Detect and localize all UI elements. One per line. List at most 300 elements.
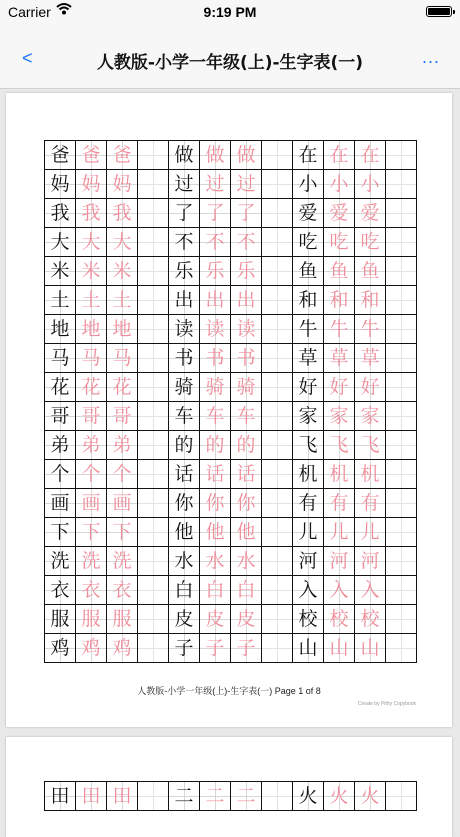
trace-cell	[324, 518, 355, 547]
trace-cell	[355, 286, 386, 315]
trace-glyph: 过	[205, 173, 225, 195]
practice-cell-empty	[138, 431, 169, 460]
trace-glyph: 牛	[360, 318, 380, 340]
character-cell	[293, 576, 324, 605]
trace-cell	[76, 315, 107, 344]
character-glyph: 过	[174, 173, 194, 195]
practice-cell-empty	[386, 228, 417, 257]
practice-cell-empty	[262, 228, 293, 257]
trace-cell	[107, 344, 138, 373]
trace-cell	[231, 344, 262, 373]
trace-cell	[107, 460, 138, 489]
character-cell	[45, 141, 76, 170]
trace-glyph: 鸡	[81, 637, 101, 659]
trace-cell	[107, 170, 138, 199]
character-glyph: 草	[298, 347, 318, 369]
trace-cell	[231, 518, 262, 547]
practice-cell-empty	[138, 489, 169, 518]
trace-glyph: 了	[205, 202, 225, 224]
trace-cell	[324, 605, 355, 634]
trace-cell	[231, 460, 262, 489]
character-cell	[169, 170, 200, 199]
trace-cell	[231, 315, 262, 344]
trace-cell	[76, 518, 107, 547]
trace-glyph: 儿	[329, 521, 349, 543]
character-glyph: 乐	[174, 260, 194, 282]
trace-glyph: 书	[236, 347, 256, 369]
trace-cell	[231, 141, 262, 170]
trace-glyph: 水	[236, 550, 256, 572]
trace-glyph: 骑	[205, 376, 225, 398]
trace-glyph: 火	[329, 785, 349, 807]
trace-glyph: 子	[205, 637, 225, 659]
character-glyph: 鱼	[298, 260, 318, 282]
grid-row	[45, 547, 417, 576]
practice-cell-empty	[386, 286, 417, 315]
trace-glyph: 花	[112, 376, 132, 398]
character-glyph: 弟	[50, 434, 70, 456]
trace-glyph: 他	[205, 521, 225, 543]
trace-glyph: 草	[360, 347, 380, 369]
character-glyph: 小	[298, 173, 318, 195]
trace-cell	[200, 634, 231, 663]
more-button[interactable]: ...	[421, 47, 440, 67]
trace-cell	[231, 402, 262, 431]
trace-cell	[324, 547, 355, 576]
character-cell	[293, 518, 324, 547]
character-cell	[293, 373, 324, 402]
trace-glyph: 不	[236, 231, 256, 253]
character-glyph: 米	[50, 260, 70, 282]
practice-cell-empty	[386, 431, 417, 460]
trace-glyph: 校	[329, 608, 349, 630]
page-title: 人教版-小学一年级(上)-生字表(一)	[96, 53, 364, 73]
trace-cell	[200, 373, 231, 402]
character-glyph: 山	[298, 637, 318, 659]
trace-glyph: 火	[360, 785, 380, 807]
character-glyph: 爸	[50, 144, 70, 166]
trace-glyph: 我	[81, 202, 101, 224]
character-glyph: 地	[50, 318, 70, 340]
trace-glyph: 草	[329, 347, 349, 369]
character-glyph: 的	[174, 434, 194, 456]
character-glyph: 水	[174, 550, 194, 572]
character-glyph: 哥	[50, 405, 70, 427]
trace-glyph: 机	[329, 463, 349, 485]
back-button[interactable]: <	[22, 48, 33, 68]
battery-level	[428, 8, 450, 15]
grid-row	[45, 576, 417, 605]
character-glyph: 家	[298, 405, 318, 427]
character-glyph: 皮	[174, 608, 194, 630]
credit-text: Create by Pithy Copybook	[357, 701, 416, 707]
trace-cell	[324, 286, 355, 315]
character-cell	[169, 489, 200, 518]
trace-glyph: 洗	[81, 550, 101, 572]
character-cell	[169, 199, 200, 228]
practice-cell-empty	[386, 576, 417, 605]
trace-cell	[324, 199, 355, 228]
character-glyph: 鸡	[50, 637, 70, 659]
trace-glyph: 小	[360, 173, 380, 195]
trace-glyph: 话	[236, 463, 256, 485]
character-glyph: 马	[50, 347, 70, 369]
grid-row	[45, 634, 417, 663]
trace-cell	[76, 634, 107, 663]
character-cell	[293, 170, 324, 199]
grid-row	[45, 257, 417, 286]
trace-glyph: 读	[205, 318, 225, 340]
trace-glyph: 我	[112, 202, 132, 224]
trace-glyph: 弟	[81, 434, 101, 456]
practice-cell-empty	[386, 170, 417, 199]
trace-cell	[355, 489, 386, 518]
character-glyph: 土	[50, 289, 70, 311]
practice-cell-empty	[386, 257, 417, 286]
trace-cell	[324, 228, 355, 257]
trace-cell	[355, 141, 386, 170]
trace-glyph: 入	[329, 579, 349, 601]
character-cell	[293, 402, 324, 431]
practice-cell-empty	[386, 199, 417, 228]
trace-glyph: 花	[81, 376, 101, 398]
trace-glyph: 小	[329, 173, 349, 195]
character-grid	[44, 781, 417, 811]
grid-row	[45, 489, 417, 518]
trace-cell	[324, 634, 355, 663]
character-cell	[45, 605, 76, 634]
trace-cell	[324, 141, 355, 170]
character-cell	[169, 782, 200, 811]
trace-glyph: 你	[236, 492, 256, 514]
character-cell	[169, 576, 200, 605]
character-cell	[169, 228, 200, 257]
character-glyph: 和	[298, 289, 318, 311]
character-cell	[169, 257, 200, 286]
practice-cell-empty	[262, 199, 293, 228]
character-glyph: 你	[174, 492, 194, 514]
trace-cell	[231, 547, 262, 576]
trace-glyph: 米	[81, 260, 101, 282]
trace-cell	[200, 460, 231, 489]
trace-glyph: 妈	[81, 173, 101, 195]
trace-glyph: 书	[205, 347, 225, 369]
trace-cell	[107, 605, 138, 634]
trace-glyph: 好	[360, 376, 380, 398]
trace-cell	[76, 460, 107, 489]
trace-glyph: 吃	[329, 231, 349, 253]
trace-glyph: 哥	[112, 405, 132, 427]
trace-cell	[355, 315, 386, 344]
character-glyph: 大	[50, 231, 70, 253]
trace-cell	[76, 489, 107, 518]
trace-cell	[200, 315, 231, 344]
trace-glyph: 山	[360, 637, 380, 659]
trace-glyph: 土	[81, 289, 101, 311]
trace-glyph: 下	[112, 521, 132, 543]
practice-cell-empty	[262, 576, 293, 605]
trace-glyph: 水	[205, 550, 225, 572]
practice-cell-empty	[386, 402, 417, 431]
trace-glyph: 车	[205, 405, 225, 427]
trace-glyph: 个	[112, 463, 132, 485]
character-glyph: 妈	[50, 173, 70, 195]
trace-glyph: 爱	[329, 202, 349, 224]
character-glyph: 了	[174, 202, 194, 224]
character-glyph: 洗	[50, 550, 70, 572]
trace-cell	[324, 489, 355, 518]
character-cell	[45, 782, 76, 811]
practice-cell-empty	[386, 489, 417, 518]
trace-glyph: 土	[112, 289, 132, 311]
trace-cell	[107, 315, 138, 344]
practice-cell-empty	[386, 605, 417, 634]
character-cell	[169, 460, 200, 489]
trace-glyph: 飞	[329, 434, 349, 456]
trace-glyph: 衣	[112, 579, 132, 601]
trace-glyph: 乐	[205, 260, 225, 282]
worksheet-page-1	[6, 93, 452, 727]
trace-cell	[107, 547, 138, 576]
character-cell	[45, 576, 76, 605]
practice-cell-empty	[262, 315, 293, 344]
character-cell	[169, 547, 200, 576]
character-cell	[293, 489, 324, 518]
practice-cell-empty	[262, 141, 293, 170]
character-glyph: 他	[174, 521, 194, 543]
trace-cell	[231, 170, 262, 199]
grid-row	[45, 373, 417, 402]
trace-cell	[231, 257, 262, 286]
trace-glyph: 入	[360, 579, 380, 601]
trace-glyph: 在	[329, 144, 349, 166]
trace-glyph: 马	[81, 347, 101, 369]
character-cell	[293, 286, 324, 315]
character-cell	[169, 373, 200, 402]
trace-cell	[76, 576, 107, 605]
trace-glyph: 家	[360, 405, 380, 427]
trace-cell	[76, 286, 107, 315]
practice-cell-empty	[262, 460, 293, 489]
trace-glyph: 出	[236, 289, 256, 311]
character-cell	[45, 315, 76, 344]
trace-cell	[231, 489, 262, 518]
trace-cell	[324, 576, 355, 605]
character-glyph: 出	[174, 289, 194, 311]
trace-cell	[107, 373, 138, 402]
character-cell	[293, 782, 324, 811]
trace-glyph: 哥	[81, 405, 101, 427]
trace-glyph: 骑	[236, 376, 256, 398]
trace-cell	[107, 634, 138, 663]
trace-cell	[355, 344, 386, 373]
practice-cell-empty	[262, 605, 293, 634]
practice-cell-empty	[262, 344, 293, 373]
trace-glyph: 白	[236, 579, 256, 601]
grid-row	[45, 199, 417, 228]
trace-cell	[231, 373, 262, 402]
trace-cell	[76, 199, 107, 228]
trace-cell	[107, 228, 138, 257]
grid-row	[45, 141, 417, 170]
trace-cell	[107, 489, 138, 518]
character-cell	[169, 431, 200, 460]
practice-cell-empty	[262, 373, 293, 402]
character-cell	[293, 228, 324, 257]
character-glyph: 不	[174, 231, 194, 253]
trace-cell	[200, 257, 231, 286]
trace-cell	[355, 782, 386, 811]
grid-row	[45, 315, 417, 344]
trace-glyph: 机	[360, 463, 380, 485]
character-glyph: 好	[298, 376, 318, 398]
trace-cell	[355, 257, 386, 286]
trace-cell	[355, 402, 386, 431]
trace-glyph: 的	[205, 434, 225, 456]
practice-cell-empty	[138, 170, 169, 199]
trace-cell	[200, 228, 231, 257]
trace-glyph: 马	[112, 347, 132, 369]
trace-glyph: 有	[360, 492, 380, 514]
trace-cell	[200, 402, 231, 431]
trace-cell	[324, 315, 355, 344]
trace-cell	[76, 402, 107, 431]
trace-cell	[76, 344, 107, 373]
clock: 9:19 PM	[203, 4, 257, 20]
trace-cell	[200, 576, 231, 605]
trace-cell	[324, 782, 355, 811]
trace-cell	[200, 782, 231, 811]
trace-glyph: 过	[236, 173, 256, 195]
trace-glyph: 好	[329, 376, 349, 398]
worksheet-page-2	[6, 737, 452, 837]
practice-cell-empty	[262, 402, 293, 431]
character-glyph: 二	[174, 785, 194, 807]
trace-cell	[107, 518, 138, 547]
practice-cell-empty	[138, 460, 169, 489]
character-glyph: 下	[50, 521, 70, 543]
trace-glyph: 洗	[112, 550, 132, 572]
trace-cell	[355, 576, 386, 605]
character-glyph: 读	[174, 318, 194, 340]
character-glyph: 爱	[298, 202, 318, 224]
character-glyph: 书	[174, 347, 194, 369]
trace-cell	[76, 547, 107, 576]
trace-cell	[324, 431, 355, 460]
practice-cell-empty	[386, 782, 417, 811]
trace-glyph: 地	[81, 318, 101, 340]
practice-cell-empty	[386, 141, 417, 170]
practice-cell-empty	[138, 634, 169, 663]
trace-glyph: 二	[236, 785, 256, 807]
trace-cell	[107, 286, 138, 315]
character-glyph: 做	[174, 144, 194, 166]
trace-cell	[200, 286, 231, 315]
character-glyph: 个	[50, 463, 70, 485]
character-glyph: 校	[298, 608, 318, 630]
grid-row	[45, 518, 417, 547]
practice-cell-empty	[262, 547, 293, 576]
trace-glyph: 皮	[236, 608, 256, 630]
trace-cell	[355, 547, 386, 576]
trace-glyph: 妈	[112, 173, 132, 195]
trace-glyph: 在	[360, 144, 380, 166]
trace-glyph: 个	[81, 463, 101, 485]
trace-glyph: 车	[236, 405, 256, 427]
trace-cell	[355, 228, 386, 257]
trace-cell	[76, 782, 107, 811]
trace-glyph: 服	[81, 608, 101, 630]
practice-cell-empty	[386, 373, 417, 402]
character-cell	[45, 431, 76, 460]
character-glyph: 在	[298, 144, 318, 166]
navigation-bar	[0, 24, 460, 89]
trace-glyph: 弟	[112, 434, 132, 456]
trace-cell	[76, 431, 107, 460]
character-glyph: 火	[298, 785, 318, 807]
practice-cell-empty	[386, 547, 417, 576]
trace-glyph: 做	[236, 144, 256, 166]
character-glyph: 车	[174, 405, 194, 427]
trace-glyph: 乐	[236, 260, 256, 282]
character-cell	[169, 141, 200, 170]
trace-cell	[107, 431, 138, 460]
trace-cell	[324, 373, 355, 402]
page-footer: 人教版-小学一年级(上)-生字表(一) Page 1 of 8	[137, 686, 321, 696]
character-glyph: 话	[174, 463, 194, 485]
character-cell	[293, 257, 324, 286]
trace-cell	[76, 141, 107, 170]
practice-cell-empty	[262, 431, 293, 460]
trace-cell	[231, 228, 262, 257]
trace-glyph: 地	[112, 318, 132, 340]
character-cell	[293, 344, 324, 373]
trace-cell	[107, 782, 138, 811]
character-cell	[169, 315, 200, 344]
character-cell	[169, 344, 200, 373]
trace-cell	[231, 576, 262, 605]
trace-glyph: 服	[112, 608, 132, 630]
trace-cell	[200, 489, 231, 518]
character-cell	[45, 634, 76, 663]
trace-glyph: 你	[205, 492, 225, 514]
practice-cell-empty	[138, 344, 169, 373]
trace-glyph: 米	[112, 260, 132, 282]
character-cell	[45, 460, 76, 489]
character-grid	[44, 140, 417, 663]
trace-glyph: 做	[205, 144, 225, 166]
trace-glyph: 爸	[81, 144, 101, 166]
character-cell	[293, 460, 324, 489]
character-cell	[45, 518, 76, 547]
trace-glyph: 二	[205, 785, 225, 807]
trace-cell	[76, 605, 107, 634]
practice-cell-empty	[262, 634, 293, 663]
trace-glyph: 话	[205, 463, 225, 485]
trace-cell	[200, 431, 231, 460]
trace-glyph: 河	[329, 550, 349, 572]
trace-cell	[324, 170, 355, 199]
character-glyph: 吃	[298, 231, 318, 253]
practice-cell-empty	[262, 489, 293, 518]
trace-cell	[231, 286, 262, 315]
character-glyph: 画	[50, 492, 70, 514]
trace-glyph: 校	[360, 608, 380, 630]
trace-cell	[107, 402, 138, 431]
character-cell	[169, 518, 200, 547]
character-cell	[45, 228, 76, 257]
trace-cell	[231, 634, 262, 663]
